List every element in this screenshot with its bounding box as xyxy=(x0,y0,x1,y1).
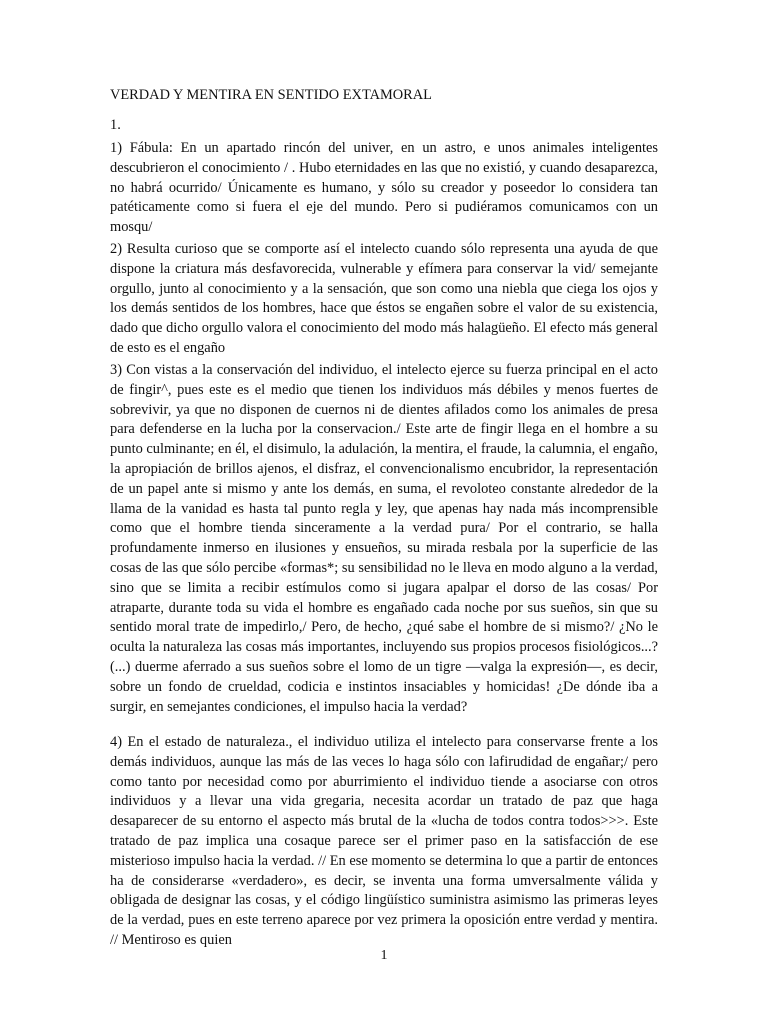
page-number: 1 xyxy=(380,948,388,963)
paragraph-1: 1) Fábula: En un apartado rincón del univer, en un astro, e unos animales inteligentes descubrieron el conocimiento / . Hubo eternidades en las que no existió, y cuando desaparezca, no habrá ocurrido/ Únicamente es humano, y sólo su creador y poseedor lo considera tan patéticamente como si fuera el eje del mundo. Pero si pudiéramos comunicamos con un mosqu/ xyxy=(110,140,658,236)
document-title: VERDAD Y MENTIRA EN SENTIDO EXTAMORAL xyxy=(110,87,432,103)
paragraph-4: 4) En el estado de naturaleza., el individuo utiliza el intelecto para conservarse frente a los demás individuos, aunque las más de las veces lo haga sólo con lafirudidad de engañar;/ pero como tanto por necesidad como por aburrimiento el individuo tiende a asociarse con otros individuos y a llevar una vida gregaria, necesita acordar un tratado de paz que haga desaparecer de su entorno el aspecto más brutal de la «lucha de todos contra todos>>>. Este tratado de paz implica una cosaque parece ser el primer paso en la satisfacción de ese misterioso impulso hacia la verdad. // En ese momento se determina lo que a partir de entonces ha de considerarse «verdadero», es decir, se inventa una forma umversalmente válida y obligada de designar las cosas, y el código lingüístico suministra asimismo las primeras leyes de la verdad, pues en este terreno aparece por vez primera la oposición entre verdad y mentira. // Mentiroso es quien xyxy=(110,734,658,948)
paragraph-3: 3) Con vistas a la conservación del individuo, el intelecto ejerce su fuerza principal en el acto de fingir^, pues este es el medio que tienen los individuos más débiles y menos fuertes de sobrevivir, ya que no disponen de cuernos ni de dientes afilados como los animales de presa para defenderse en la lucha por la conservacion./ Este arte de fingir llega en el hombre a su punto culminante; en él, el disimulo, la adulación, la mentira, el fraude, la calumnia, el engaño, la apropiación de brillos ajenos, el disfraz, el convencionalismo encubridor, la representación de un papel ante si mismo y ante los demás, en suma, el revoloteo constante alrededor de la llama de la vanidad es hasta tal punto regla y ley, que apenas hay nada más incomprensible como que el hombre tienda sinceramente a la verdad pura/ Por el contrario, se halla profundamente inmerso en ilusiones y ensueños, su mirada resbala por la superficie de las cosas de las que sólo percibe «formas*; su sensibilidad no le lleva en modo alguno a la verdad, sino que se limita a recibir estímulos como si jugara apalpar el dorso de las cosas/ Por atraparte, durante toda su vida el hombre es engañado cada noche por sus sueños, sin que su sentido moral trate de impedirlo,/ Pero, de hecho, ¿qué sabe el hombre de si mismo?/ ¿No le oculta la naturaleza las cosas más importantes, incluyendo sus propios procesos fisiológicos...?(...) duerme aferrado a sus sueños sobre el lomo de un tigre —valga la expresión—, es decir, sobre un fondo de crueldad, codicia e instintos insaciables y homicidas! ¿De dónde iba a surgir, en semejantes condiciones, el impulso hacia la verdad? xyxy=(110,362,658,715)
paragraph-2: 2) Resulta curioso que se comporte así el intelecto cuando sólo representa una ayuda de que dispone la criatura más desfavorecida, vulnerable y efímera para conservar la vid/ semejante orgullo, junto al conocimiento y a la sensación, que son como una niebla que ciega los ojos y los demás sentidos de los hombres, hace que éstos se engañen sobre el valor de su existencia, dado que dicho orgullo valora el conocimiento del modo más halagüeño. El efecto más general de esto es el engaño xyxy=(110,241,658,356)
section-number: 1. xyxy=(110,117,121,133)
